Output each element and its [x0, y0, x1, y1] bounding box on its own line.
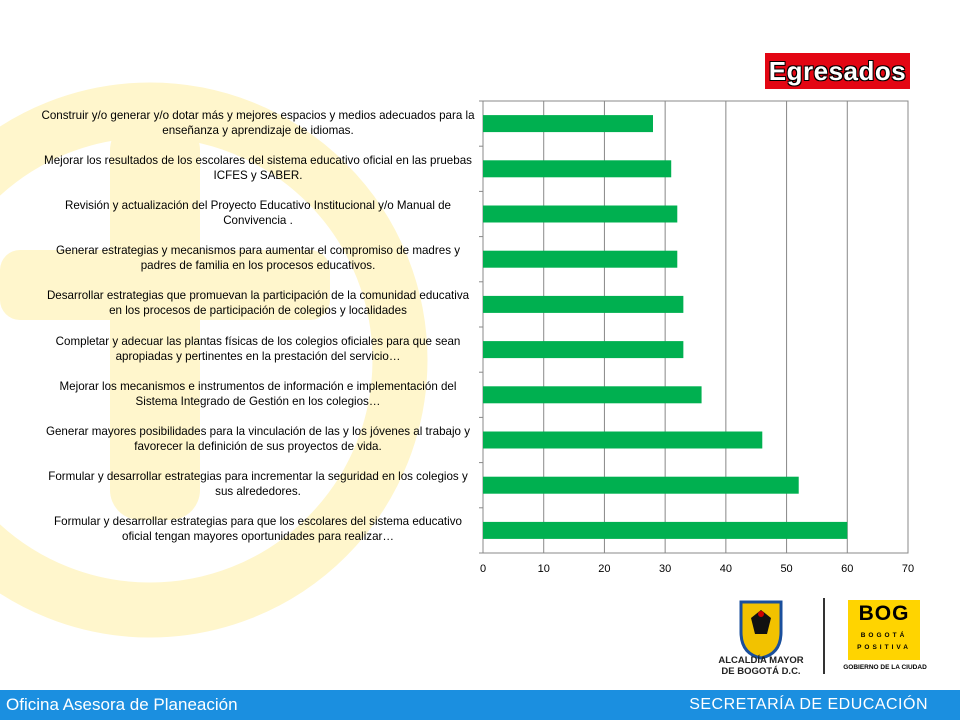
bog-logo	[848, 600, 920, 660]
bar	[483, 160, 671, 177]
bar	[483, 206, 677, 223]
x-tick-label: 30	[659, 563, 672, 575]
category-label: Completar y adecuar las plantas físicas de los colegios oficiales para que sean apropiadas y pertinentes en la prestación del servicio…	[55, 334, 461, 363]
x-tick-label: 70	[901, 563, 915, 575]
x-tick-label: 10	[537, 563, 550, 575]
x-tick-label: 60	[841, 563, 854, 575]
gobierno-logo-text: GOBIERNO DE LA CIUDAD	[843, 664, 927, 671]
x-tick-label: 0	[479, 563, 487, 575]
bar	[483, 522, 847, 539]
chart-title: Egresados	[765, 53, 910, 89]
category-label: Formular y desarrollar estrategias para que los escolares del sistema educativo oficial tengan mayores oportunidades para realizar…	[54, 515, 462, 544]
category-label: Mejorar los mecanismos e instrumentos de información e implementación del Sistema Integrado de Gestión en los colegios…	[59, 379, 457, 408]
bar	[483, 251, 677, 268]
category-label: Construir y/o generar y/o dotar más y mejores espacios y medios adecuados para la enseñanza y aprendizaje de idiomas.	[41, 108, 475, 137]
category-label: Formular y desarrollar estrategias para incrementar la seguridad en los colegios y sus alrededores.	[48, 470, 468, 499]
x-tick-label: 40	[719, 563, 732, 575]
alcaldia-logo-text: ALCALDÍA MAYOR DE BOGOTÁ D.C.	[718, 655, 804, 677]
bar	[483, 296, 683, 313]
bar	[483, 386, 702, 403]
bar	[483, 477, 799, 494]
category-label: Generar mayores posibilidades para la vinculación de las y los jóvenes al trabajo y favorecer la definición de sus proyectos de vida.	[45, 425, 471, 453]
bar	[483, 115, 653, 132]
category-label: Mejorar los resultados de los escolares del sistema educativo oficial en las pruebas ICFES y SABER.	[44, 153, 472, 182]
coat-of-arms-icon	[716, 600, 806, 660]
logo-divider	[823, 598, 825, 674]
bar	[483, 432, 762, 449]
category-label: Desarrollar estrategias que promuevan la participación de la comunidad educativa en los procesos de participación de colegios y localidades	[46, 289, 470, 318]
footer-bar	[0, 690, 960, 720]
category-label: Generar estrategias y mecanismos para aumentar el compromiso de madres y padres de familia en los procesos educativos.	[55, 244, 461, 273]
x-tick-label: 20	[598, 563, 611, 575]
x-tick-label: 50	[780, 563, 793, 575]
category-label: Revisión y actualización del Proyecto Educativo Institucional y/o Manual de Convivencia .	[64, 199, 452, 227]
bog-logo-title: BOG	[858, 602, 910, 625]
footer-office-name: Oficina Asesora de Planeación	[6, 695, 238, 714]
footer-secretaria: SECRETARÍA DE EDUCACIÓN	[689, 696, 928, 713]
bog-logo-sub2: POSITIVA	[857, 644, 911, 651]
bog-logo-sub1: BOGOTÁ	[860, 632, 908, 639]
bar	[483, 341, 683, 358]
